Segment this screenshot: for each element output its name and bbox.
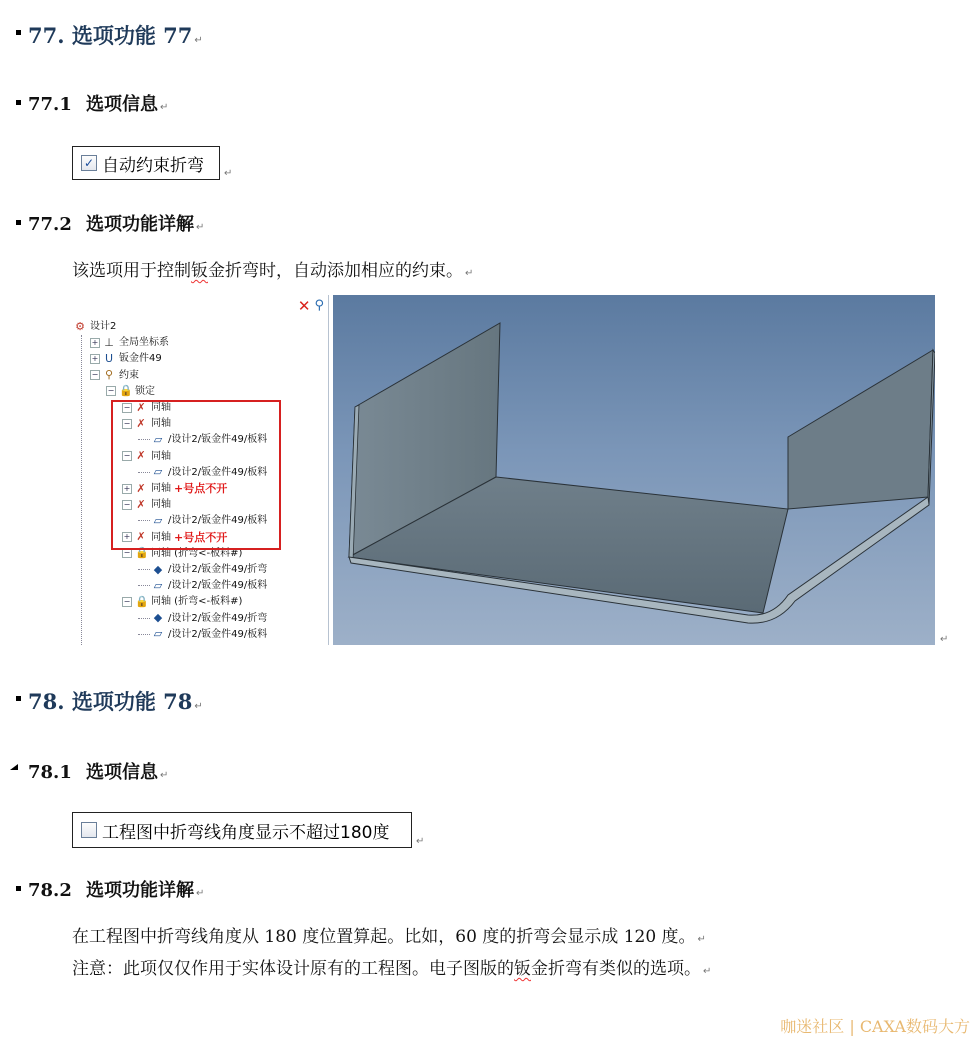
- section-78-2-heading: [28, 876, 204, 902]
- section-title: 选项功能详解: [86, 214, 194, 235]
- expand-icon[interactable]: +: [123, 483, 131, 493]
- tree-item-label: 同轴 (折弯<-板料#): [151, 596, 243, 608]
- section-77-2-heading: [28, 210, 204, 236]
- heading-bullet: [16, 100, 21, 105]
- annotation-note: +号点不开: [174, 482, 228, 495]
- tree-item-label: /设计2/钣金件49/板料: [168, 466, 268, 478]
- close-icon[interactable]: ✕: [297, 297, 311, 315]
- tree-item[interactable]: [90, 368, 139, 383]
- section-title: 选项功能详解: [86, 880, 194, 901]
- text-run: 该选项用于控制: [72, 261, 191, 281]
- coaxial-icon: ✗: [136, 400, 146, 414]
- paragraph-mark: ↵: [160, 102, 169, 113]
- tree-item[interactable]: [106, 384, 155, 399]
- heading-bullet: [16, 30, 21, 35]
- coaxial-icon: ✗: [136, 530, 146, 544]
- tree-item-label: 同轴: [151, 402, 171, 413]
- face-icon: ▱: [153, 513, 163, 527]
- expand-icon[interactable]: +: [123, 532, 131, 542]
- collapse-icon[interactable]: −: [123, 548, 131, 558]
- tree-item[interactable]: [138, 562, 267, 577]
- section-number: 77.1: [28, 94, 72, 115]
- section-78-heading: [28, 686, 203, 716]
- tree-item-label: /设计2/钣金件49/板料: [168, 515, 268, 527]
- collapse-triangle-icon[interactable]: [10, 764, 18, 770]
- annotation-note: +号点不开: [174, 530, 228, 544]
- paragraph-mark: ↵: [224, 168, 233, 179]
- figure-screenshot: [70, 295, 935, 645]
- axes-icon: ⊥: [104, 335, 114, 349]
- section-number: 77.2: [28, 214, 72, 235]
- paragraph-mark: ↵: [194, 701, 203, 712]
- section-78-1-heading: [28, 758, 168, 784]
- tree-toolbar: [298, 299, 324, 314]
- tree-item-label: 设计2: [90, 321, 117, 332]
- collapse-icon[interactable]: −: [123, 451, 131, 461]
- heading-bullet: [16, 220, 21, 225]
- tree-item-label: /设计2/钣金件49/折弯: [168, 612, 268, 624]
- checkbox-checked-icon[interactable]: ✓: [81, 155, 97, 171]
- option-auto-constrain-bend[interactable]: [72, 146, 220, 180]
- face-icon: ▱: [153, 465, 163, 479]
- lock-folder-icon: 🔒: [119, 384, 133, 398]
- paragraph-mark: ↵: [465, 268, 474, 279]
- tree-connector: [138, 634, 150, 635]
- 3d-viewport[interactable]: [333, 295, 935, 645]
- expand-icon[interactable]: +: [91, 353, 99, 363]
- description-paragraph: [72, 922, 706, 947]
- tree-item[interactable]: [122, 594, 242, 609]
- tree-item-label: 同轴: [151, 450, 171, 462]
- paragraph-mark: ↵: [697, 934, 706, 945]
- face-icon: ▱: [153, 578, 163, 592]
- design-icon: ⚙: [75, 319, 85, 333]
- paragraph-mark: ↵: [196, 888, 205, 899]
- section-title: 选项信息: [86, 762, 158, 783]
- tree-item[interactable]: [138, 627, 267, 642]
- collapse-icon[interactable]: −: [123, 499, 131, 509]
- section-78-title: 78. 选项功能 78: [28, 689, 193, 714]
- coaxial-icon: ✗: [136, 481, 146, 495]
- option-bend-angle-180[interactable]: [72, 812, 412, 848]
- bend-icon: ◆: [153, 611, 163, 625]
- section-number: 78.1: [28, 762, 72, 783]
- tree-item-label: 同轴: [151, 531, 171, 543]
- tree-item[interactable]: [138, 611, 267, 626]
- tree-guide-line: [81, 335, 82, 645]
- highlight-box: [111, 400, 281, 550]
- bend-icon: ◆: [153, 562, 163, 576]
- tree-item-label: 同轴 (折弯<-板料#): [151, 547, 243, 559]
- collapse-icon[interactable]: −: [91, 370, 99, 380]
- text-run: 在工程图中折弯线角度从 180 度位置算起。比如，60 度的折弯会显示成 120 度。: [72, 927, 696, 947]
- text-run: 注意：此项仅仅作用于实体设计原有的工程图。电子图版的: [72, 959, 514, 979]
- watermark: 咖迷社区 | CAXA数码大方: [780, 1017, 970, 1036]
- heading-bullet: [16, 696, 21, 701]
- collapse-icon[interactable]: −: [123, 402, 131, 412]
- tree-item-label: 约束: [119, 369, 139, 381]
- tree-item-label: /设计2/钣金件49/板料: [168, 628, 268, 640]
- sheetmetal-icon: U: [104, 351, 114, 365]
- text-run: 金折弯时，自动添加相应的约束。: [208, 261, 463, 281]
- lock-icon: 🔒: [135, 546, 149, 560]
- tree-item-label: 同轴: [151, 483, 171, 494]
- tree-item-label: 钣金件49: [119, 353, 162, 365]
- tree-item-label: /设计2/钣金件49/折弯: [168, 564, 268, 575]
- collapse-icon[interactable]: −: [107, 386, 115, 396]
- coaxial-icon: ✗: [136, 416, 146, 430]
- face-icon: ▱: [153, 432, 163, 446]
- section-title: 选项信息: [86, 94, 158, 115]
- tree-item[interactable]: [74, 319, 116, 334]
- tree-item[interactable]: [90, 335, 169, 350]
- section-77-title: 77. 选项功能 77: [28, 23, 193, 48]
- design-tree-panel: [70, 295, 329, 645]
- spellcheck-word: 钣: [191, 261, 208, 281]
- tree-item[interactable]: [90, 351, 162, 366]
- checkbox-unchecked-icon[interactable]: [81, 822, 97, 838]
- coaxial-icon: ✗: [136, 497, 146, 511]
- paragraph-mark: ↵: [194, 35, 203, 46]
- option-label: 自动约束折弯: [102, 155, 204, 176]
- description-paragraph: [72, 256, 473, 281]
- tree-item-label: 同轴: [151, 418, 171, 430]
- paragraph-mark: ↵: [416, 836, 425, 847]
- tree-item-label: 全局坐标系: [119, 337, 169, 349]
- tree-item-label: /设计2/钣金件49/板料: [168, 580, 268, 592]
- paragraph-mark: ↵: [940, 634, 949, 645]
- right-flange: [788, 350, 933, 509]
- text-run: 金折弯有类似的选项。: [531, 959, 701, 979]
- collapse-icon[interactable]: −: [123, 596, 131, 606]
- spellcheck-word: 钣: [514, 959, 531, 979]
- heading-bullet: [16, 886, 21, 891]
- tree-item-label: 同轴: [151, 499, 171, 511]
- paragraph-mark: ↵: [703, 966, 712, 977]
- collapse-icon[interactable]: −: [123, 418, 131, 428]
- tree-item[interactable]: [138, 578, 267, 593]
- section-77-1-heading: [28, 90, 168, 116]
- option-label: 工程图中折弯线角度显示不超过180度: [102, 822, 390, 843]
- section-number: 78.2: [28, 880, 72, 901]
- face-icon: ▱: [153, 627, 163, 641]
- note-paragraph: [72, 954, 711, 979]
- tree-item-label: /设计2/钣金件49/板料: [168, 434, 268, 446]
- tree-connector: [138, 569, 150, 570]
- sheet-metal-model: [333, 295, 935, 645]
- filter-icon[interactable]: ⚲: [314, 298, 324, 313]
- lock-icon: 🔒: [135, 594, 149, 608]
- paragraph-mark: ↵: [196, 222, 205, 233]
- paragraph-mark: ↵: [160, 770, 169, 781]
- constraint-folder-icon: ⚲: [104, 368, 114, 382]
- section-77-heading: [28, 20, 203, 50]
- tree-connector: [138, 585, 150, 586]
- coaxial-icon: ✗: [136, 449, 146, 463]
- tree-item-label: 锁定: [135, 385, 155, 397]
- tree-connector: [138, 618, 150, 619]
- expand-icon[interactable]: +: [91, 337, 99, 347]
